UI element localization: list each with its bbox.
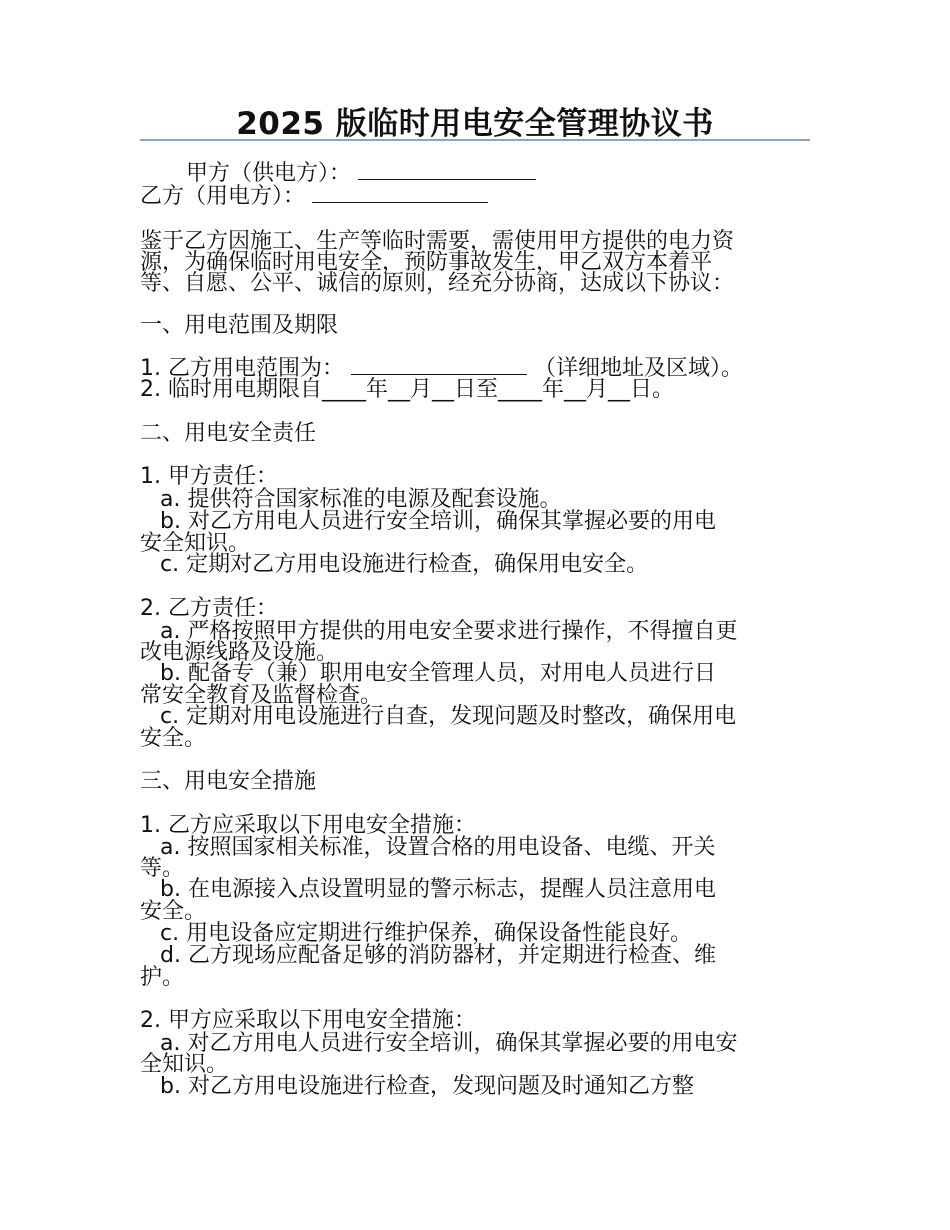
party-a-blank[interactable]: [358, 165, 536, 180]
title-underline: [140, 139, 810, 141]
list-item: d. 乙方现场应配备足够的消防器材，并定期进行检查、维: [160, 943, 716, 968]
document-title: 2025 版临时用电安全管理协议书: [236, 106, 714, 142]
party-a-label: 甲方（供电方）：: [186, 161, 352, 186]
list-item: c. 定期对用电设施进行自查，发现问题及时整改，确保用电: [160, 704, 737, 729]
intro-line: 等、自愿、公平、诚信的原则，经充分协商，达成以下协议：: [140, 271, 735, 296]
party-b-label: 乙方（用电方）：: [140, 184, 306, 209]
list-item: a. 严格按照甲方提供的用电安全要求进行操作，不得擅自更: [160, 619, 738, 644]
list-heading: 1. 甲方责任：: [140, 464, 278, 489]
list-item: c. 定期对乙方用电设施进行检查，确保用电安全。: [160, 552, 649, 577]
list-item-continuation: 安全。: [140, 899, 207, 924]
list-item: a. 提供符合国家标准的电源及配套设施。: [160, 487, 562, 512]
list-heading: 2. 甲方应采取以下用电安全措施：: [140, 1008, 476, 1033]
list-item: b. 对乙方用电人员进行安全培训，确保其掌握必要的用电: [160, 509, 716, 534]
intro-line: 鉴于乙方因施工、生产等临时需要，需使用甲方提供的电力资: [140, 229, 735, 254]
usage-period-line: 2. 临时用电期限自____年__月__日至____年__月__日。: [140, 377, 674, 402]
party-b-line: [140, 184, 488, 210]
usage-range-blank[interactable]: [351, 360, 527, 375]
usage-range-suffix: （详细地址及区域）。: [533, 356, 743, 381]
list-item: a. 对乙方用电人员进行安全培训，确保其掌握必要的用电安: [160, 1031, 738, 1056]
list-item-continuation: 等。: [140, 856, 185, 881]
list-heading: 2. 乙方责任：: [140, 596, 278, 621]
list-item-continuation: 安全。: [140, 726, 207, 751]
list-item-continuation: 常安全教育及监督检查。: [140, 683, 383, 708]
section-heading: 三、用电安全措施: [140, 769, 317, 794]
list-item-continuation: 全知识。: [140, 1052, 229, 1077]
list-item: c. 用电设备应定期进行维护保养，确保设备性能良好。: [160, 921, 693, 946]
list-item: b. 对乙方用电设施进行检查，发现问题及时通知乙方整: [160, 1074, 694, 1099]
list-item-continuation: 安全知识。: [140, 531, 251, 556]
usage-range-label: 1. 乙方用电范围为：: [140, 356, 344, 381]
list-heading: 1. 乙方应采取以下用电安全措施：: [140, 813, 476, 838]
section-heading: 二、用电安全责任: [140, 421, 317, 446]
intro-line: 源，为确保临时用电安全，预防事故发生，甲乙双方本着平: [140, 250, 713, 275]
party-b-blank[interactable]: [312, 188, 488, 203]
section-heading: 一、用电范围及期限: [140, 313, 339, 338]
list-item: b. 配备专（兼）职用电安全管理人员，对用电人员进行日: [160, 661, 716, 686]
list-item: b. 在电源接入点设置明显的警示标志，提醒人员注意用电: [160, 877, 716, 902]
list-item-continuation: 改电源线路及设施。: [140, 640, 339, 665]
list-item: a. 按照国家相关标准，设置合格的用电设备、电缆、开关: [160, 835, 716, 860]
list-item-continuation: 护。: [140, 965, 185, 990]
